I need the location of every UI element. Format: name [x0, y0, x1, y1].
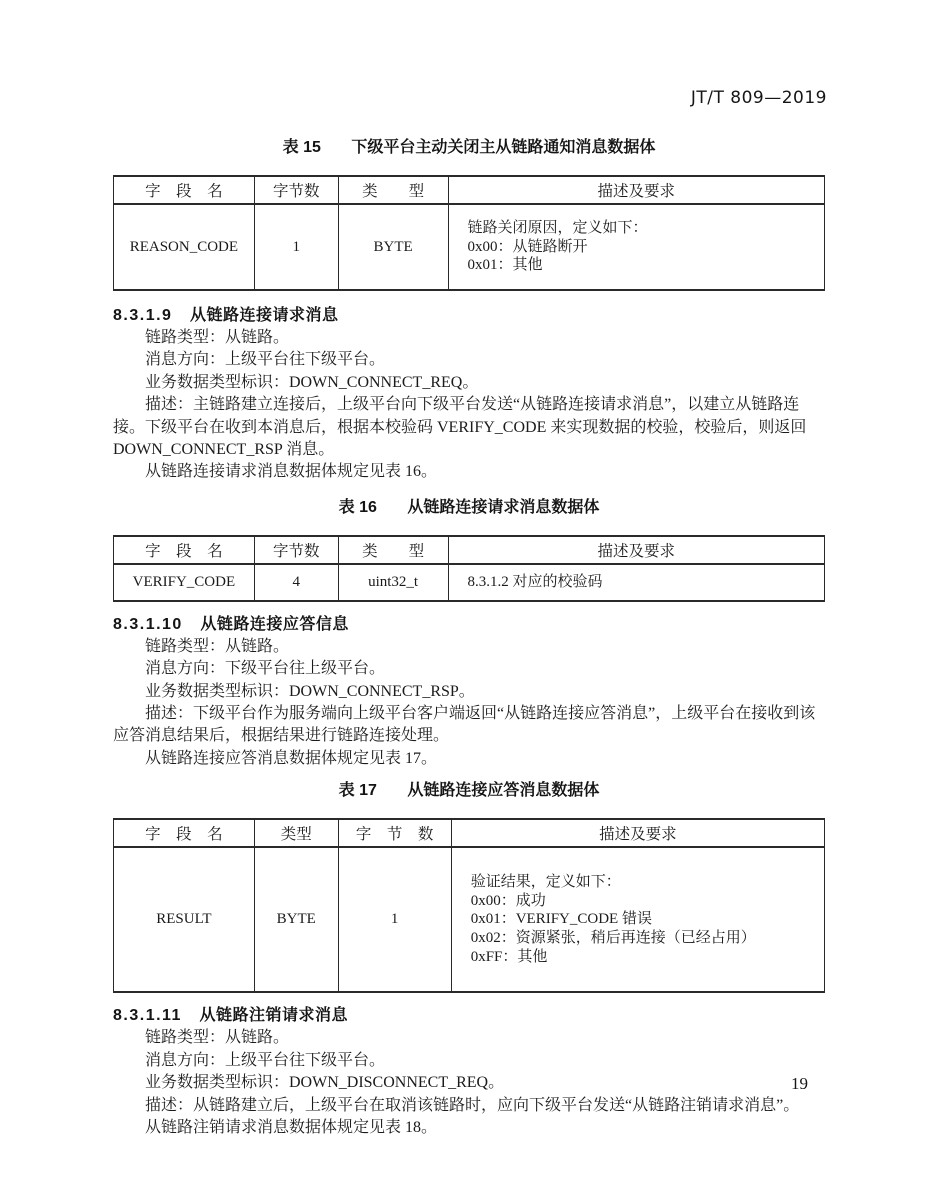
column-header-byte-count: 字节数: [254, 176, 338, 204]
description-line: 0xFF：其他: [470, 948, 548, 965]
paragraph-data-type-id: 业务数据类型标识：DOWN_CONNECT_RSP。: [145, 682, 475, 700]
table-17-name: 从链路连接应答消息数据体: [407, 782, 600, 800]
description-cell: [451, 847, 824, 992]
table-15: [113, 175, 825, 291]
type-cell: BYTE: [338, 204, 448, 290]
paragraph-data-type-id: 业务数据类型标识：DOWN_DISCONNECT_REQ。: [145, 1074, 505, 1092]
table-row: [114, 847, 825, 992]
column-header-description: 描述及要求: [448, 176, 825, 204]
paragraph-closing: 从链路连接应答消息数据体规定见表 17。: [145, 749, 438, 767]
paragraph-link-type: 链路类型：从链路。: [145, 1029, 290, 1047]
page-number: 19: [791, 1074, 808, 1093]
section-heading-83111: [113, 1004, 825, 1027]
section-title: 从链路连接请求消息: [190, 307, 339, 324]
byte-count-cell: 1: [254, 204, 338, 290]
field-name-cell: VERIFY_CODE: [132, 573, 236, 590]
column-header-type: 类型: [254, 819, 338, 847]
table-15-title: [113, 138, 825, 158]
column-header-type: 类 型: [338, 176, 448, 204]
paragraph-link-type: 链路类型：从链路。: [145, 329, 290, 346]
description-cell: [448, 564, 825, 601]
paragraph-data-type-id: 业务数据类型标识：DOWN_CONNECT_REQ。: [145, 373, 479, 391]
section-title: 从链路注销请求消息: [199, 1007, 349, 1025]
section-heading-8319: [113, 304, 825, 327]
type-cell: uint32_t: [338, 564, 448, 601]
table-row: [114, 204, 825, 290]
paragraph-message-direction: 消息方向：上级平台往下级平台。: [145, 1051, 386, 1069]
column-header-field-name: 字 段 名: [114, 536, 255, 564]
standard-number: JT/T 809—2019: [690, 88, 827, 108]
paragraph-description: 描述：主链路建立连接后，上级平台向下级平台发送“从链路连接请求消息”，以建立从链路连接。下级平台在收到本消息后，根据本校验码 VERIFY_CODE 来实现数据的校验，校验后，则返回 DOWN_CONNECT_RSP 消息。: [113, 396, 807, 459]
section-title: 从链路连接应答信息: [200, 615, 349, 633]
paragraph-message-direction: 消息方向：下级平台往上级平台。: [145, 660, 386, 678]
table-17-header-row: [114, 819, 825, 847]
section-heading-83110: [113, 613, 825, 636]
description-line: 验证结果，定义如下：: [470, 874, 621, 891]
description-line: 0x00：成功: [470, 892, 546, 909]
paragraph-description: 描述：下级平台作为服务端向上级平台客户端返回“从链路连接应答消息”，上级平台在接收到该应答消息结果后，根据结果进行链路连接处理。: [113, 705, 816, 745]
field-name-cell: REASON_CODE: [129, 238, 239, 255]
table-16-title: [113, 498, 825, 518]
table-15-header-row: [114, 176, 825, 204]
table-17-title: [113, 781, 825, 801]
table-17: [113, 818, 825, 993]
section-number: 8.3.1.9: [113, 307, 173, 324]
description-cell: [448, 204, 825, 290]
table-15-name: 下级平台主动关闭主从链路通知消息数据体: [351, 139, 656, 156]
column-header-byte-count: 字 节 数: [338, 819, 451, 847]
column-header-field-name: 字 段 名: [114, 819, 255, 847]
description-line: 链路关闭原因，定义如下：: [467, 220, 648, 237]
paragraph-closing: 从链路注销请求消息数据体规定见表 18。: [145, 1118, 438, 1136]
column-header-field-name: 字 段 名: [114, 176, 255, 204]
column-header-description: 描述及要求: [448, 536, 825, 564]
byte-count-cell: 1: [338, 847, 451, 992]
type-cell: BYTE: [254, 847, 338, 992]
description-line: 0x01：VERIFY_CODE 错误: [470, 911, 652, 928]
column-header-description: 描述及要求: [451, 819, 824, 847]
description-line: 8.3.1.2 对应的校验码: [467, 574, 603, 591]
field-name-cell: RESULT: [156, 911, 212, 928]
table-16-label: 表 16: [338, 498, 377, 516]
column-header-byte-count: 字节数: [254, 536, 338, 564]
section-number: 8.3.1.10: [113, 615, 183, 633]
table-row: [114, 564, 825, 601]
paragraph-description: 描述：从链路建立后，上级平台在取消该链路时，应向下级平台发送“从链路注销请求消息”。: [145, 1096, 800, 1114]
page-content: [113, 0, 825, 1139]
table-16-name: 从链路连接请求消息数据体: [407, 498, 600, 516]
byte-count-cell: 4: [254, 564, 338, 601]
paragraph-message-direction: 消息方向：上级平台往下级平台。: [145, 351, 386, 369]
column-header-type: 类 型: [338, 536, 448, 564]
table-16: [113, 535, 825, 602]
section-number: 8.3.1.11: [113, 1007, 182, 1025]
description-line: 0x01：其他: [467, 257, 543, 274]
description-line: 0x00：从链路断开: [467, 238, 588, 255]
paragraph-link-type: 链路类型：从链路。: [145, 637, 290, 655]
description-line: 0x02：资源紧张，稍后再连接（已经占用）: [470, 930, 756, 947]
table-16-header-row: [114, 536, 825, 564]
table-15-label: 表 15: [282, 139, 321, 156]
table-17-label: 表 17: [338, 782, 377, 800]
paragraph-closing: 从链路连接请求消息数据体规定见表 16。: [145, 463, 438, 481]
